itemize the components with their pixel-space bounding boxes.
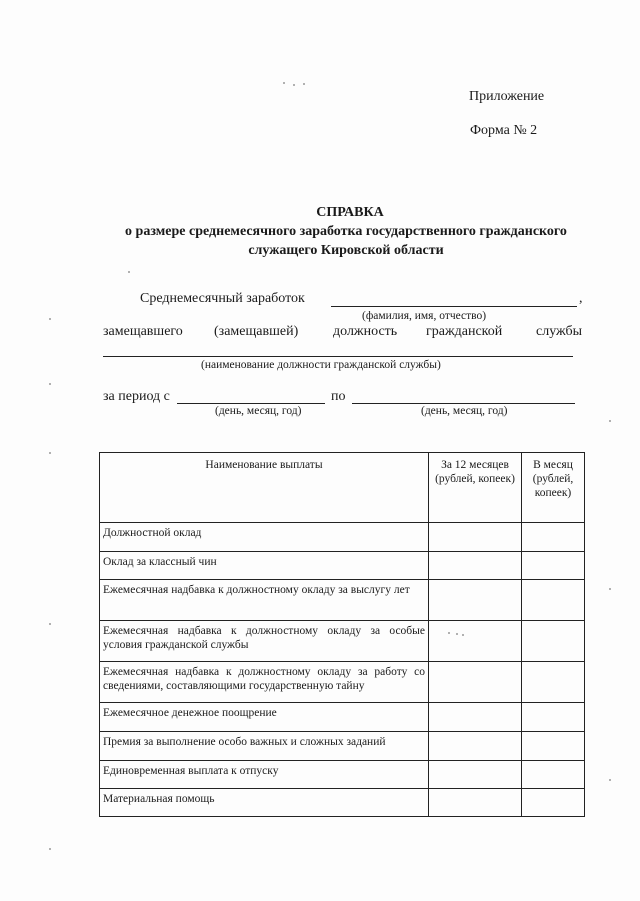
payment-monthly-cell[interactable] bbox=[522, 789, 585, 817]
payment-name: Должностной оклад bbox=[100, 523, 429, 552]
scan-speck bbox=[49, 318, 51, 320]
payment-annual-cell[interactable] bbox=[429, 732, 522, 761]
payment-monthly-cell[interactable] bbox=[522, 621, 585, 662]
period-to-label: по bbox=[331, 389, 346, 404]
scan-speck bbox=[609, 588, 611, 590]
table-row bbox=[100, 789, 585, 817]
fio-field[interactable] bbox=[331, 306, 577, 307]
occupying-word: должность bbox=[333, 324, 398, 339]
table-row bbox=[100, 662, 585, 703]
payment-annual-cell[interactable] bbox=[429, 523, 522, 552]
payment-annual-cell[interactable] bbox=[429, 761, 522, 789]
scan-speck bbox=[293, 84, 295, 86]
position-field[interactable] bbox=[103, 356, 573, 357]
payment-monthly-cell[interactable] bbox=[522, 703, 585, 732]
period-to-field[interactable] bbox=[352, 403, 575, 404]
payment-annual-cell[interactable] bbox=[429, 621, 522, 662]
payment-annual-cell[interactable] bbox=[429, 703, 522, 732]
date-hint-from: (день, месяц, год) bbox=[215, 405, 302, 417]
payment-annual-cell[interactable] bbox=[429, 552, 522, 580]
scan-speck bbox=[609, 779, 611, 781]
table-row bbox=[100, 523, 585, 552]
table-row bbox=[100, 580, 585, 621]
payment-name: Ежемесячное денежное поощрение bbox=[100, 703, 429, 732]
payment-annual-cell[interactable] bbox=[429, 662, 522, 703]
payment-annual-cell[interactable] bbox=[429, 789, 522, 817]
scan-speck bbox=[128, 271, 130, 273]
table-row bbox=[100, 552, 585, 580]
payment-name: Ежемесячная надбавка к должностному окладу за работу со сведениями, составляющими государственную тайну bbox=[100, 662, 429, 703]
scan-speck bbox=[303, 83, 305, 85]
payment-name: Единовременная выплата к отпуску bbox=[100, 761, 429, 789]
period-from-label: за период с bbox=[103, 389, 170, 404]
fio-trailing-comma: , bbox=[579, 291, 583, 306]
fio-hint: (фамилия, имя, отчество) bbox=[362, 310, 487, 322]
occupying-word: гражданской bbox=[426, 324, 503, 339]
document-title: СПРАВКА bbox=[316, 205, 384, 220]
payment-name: Ежемесячная надбавка к должностному окладу за выслугу лет bbox=[100, 580, 429, 621]
payment-name: Оклад за классный чин bbox=[100, 552, 429, 580]
appendix-label: Приложение bbox=[469, 89, 545, 104]
period-from-field[interactable] bbox=[177, 403, 325, 404]
column-header-name: Наименование выплаты bbox=[100, 453, 429, 523]
payment-monthly-cell[interactable] bbox=[522, 552, 585, 580]
form-number: Форма № 2 bbox=[470, 123, 538, 138]
payment-monthly-cell[interactable] bbox=[522, 580, 585, 621]
payment-monthly-cell[interactable] bbox=[522, 662, 585, 703]
document-subtitle-line1: о размере среднемесячного заработка государственного гражданского bbox=[125, 224, 567, 239]
scan-speck bbox=[49, 848, 51, 850]
scan-speck bbox=[283, 82, 285, 84]
scan-speck bbox=[609, 420, 611, 422]
document-subtitle-line2: служащего Кировской области bbox=[248, 243, 444, 258]
payment-name: Ежемесячная надбавка к должностному окладу за особые условия гражданской службы bbox=[100, 621, 429, 662]
payment-monthly-cell[interactable] bbox=[522, 761, 585, 789]
payment-monthly-cell[interactable] bbox=[522, 732, 585, 761]
salary-label: Среднемесячный заработок bbox=[140, 291, 305, 306]
payment-monthly-cell[interactable] bbox=[522, 523, 585, 552]
occupying-word: замещавшего bbox=[103, 324, 183, 339]
table-header-row bbox=[100, 453, 585, 523]
scan-speck bbox=[49, 452, 51, 454]
date-hint-to: (день, месяц, год) bbox=[421, 405, 508, 417]
payment-name: Премия за выполнение особо важных и сложных заданий bbox=[100, 732, 429, 761]
table-row bbox=[100, 703, 585, 732]
table-row bbox=[100, 761, 585, 789]
payments-table bbox=[99, 452, 585, 817]
position-hint: (наименование должности гражданской службы) bbox=[201, 359, 441, 371]
scan-speck bbox=[49, 623, 51, 625]
table-row bbox=[100, 621, 585, 662]
payment-name: Материальная помощь bbox=[100, 789, 429, 817]
table-row bbox=[100, 732, 585, 761]
payment-annual-cell[interactable] bbox=[429, 580, 522, 621]
scan-speck bbox=[49, 383, 51, 385]
occupying-word: службы bbox=[536, 324, 583, 339]
column-header-annual: За 12 месяцев (рублей, копеек) bbox=[429, 453, 522, 523]
column-header-monthly: В месяц (рублей, копеек) bbox=[522, 453, 585, 523]
occupying-word: (замещавшей) bbox=[214, 324, 299, 339]
